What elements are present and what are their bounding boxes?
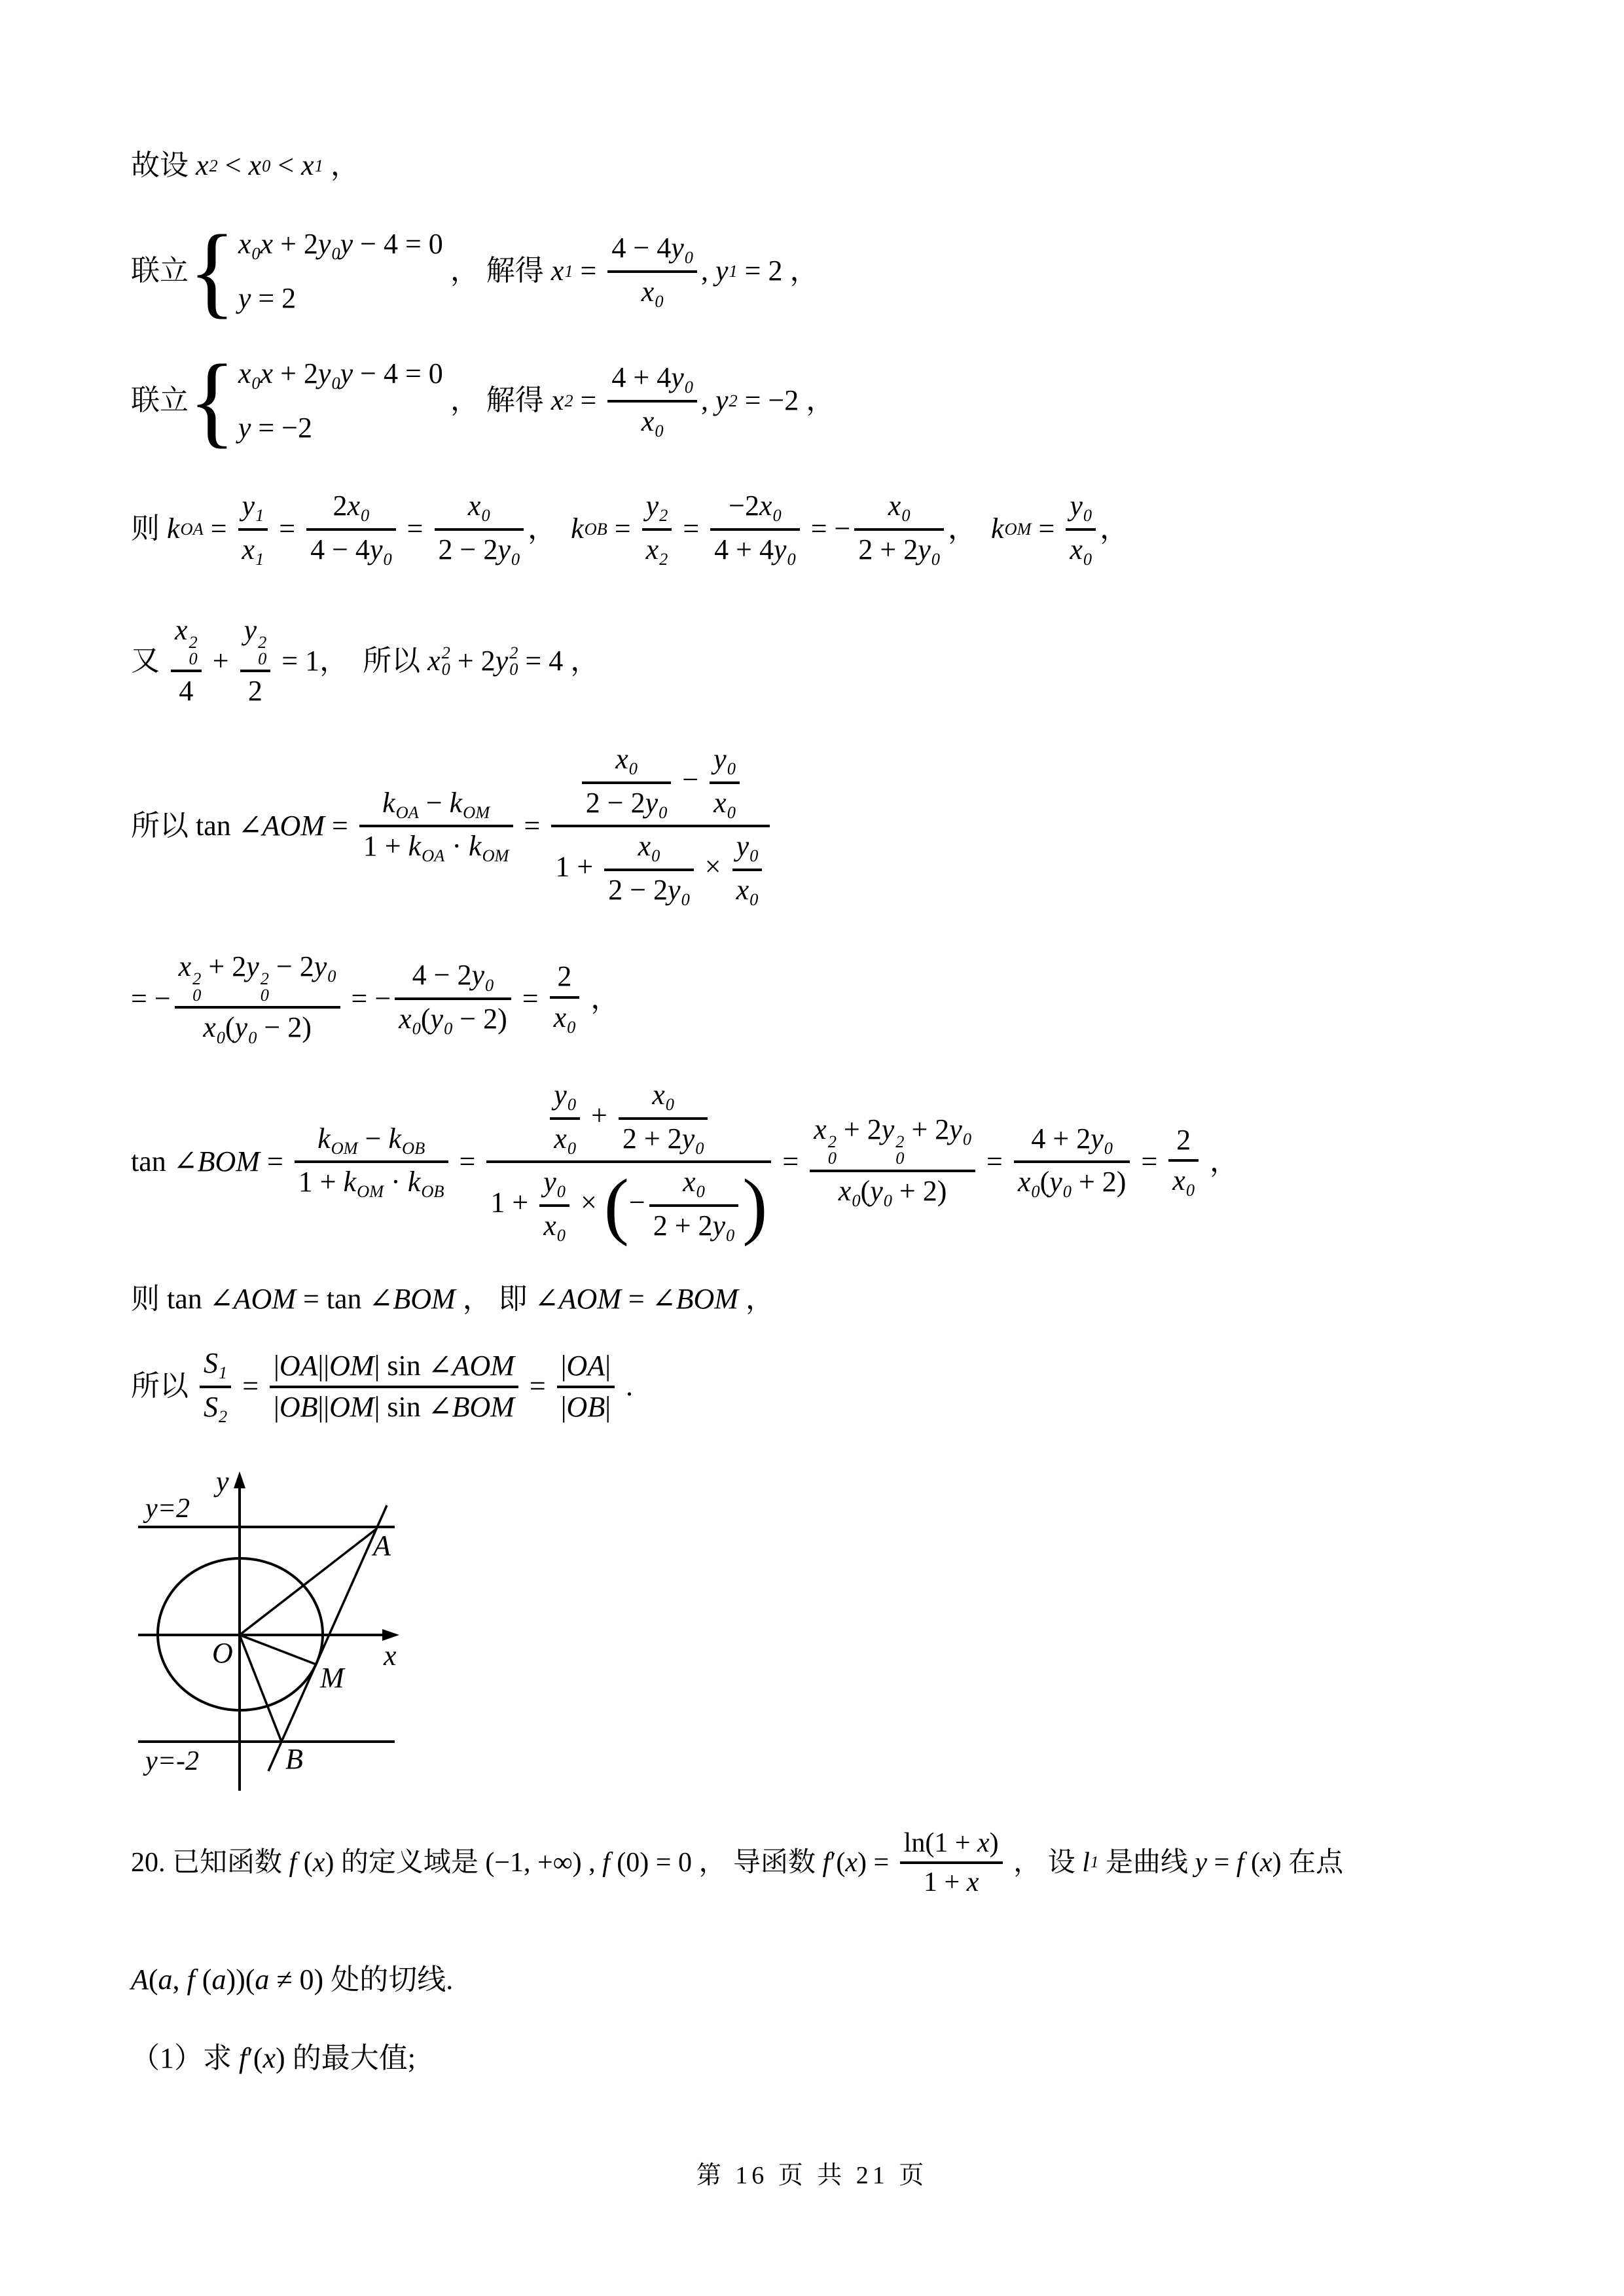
- formula-line-area-ratio: 所以 $\frac{S_1}{S_2}$ = |OA||OM| sin ∠AOM |OB||OM| sin ∠BOM = $\frac{|OA|}{|OB|}$ .: [131, 1347, 634, 1426]
- figure-segment-om: [240, 1635, 316, 1664]
- figure-segment-oa: [240, 1529, 376, 1635]
- figure-y-axis-arrow: [234, 1471, 245, 1488]
- figure-segment-ob: [240, 1635, 281, 1742]
- figure-point-m-label: M: [320, 1662, 344, 1694]
- formula-line-angle-equality: 则 tan ∠ AOM = tan ∠ BOM ， 即 ∠ AOM = ∠ BOM ，: [131, 1283, 774, 1315]
- formula-line-part-1: （1）求 f ′( x ) 的最大值;: [131, 2042, 416, 2074]
- formula-line-tan-bom: tan ∠ BOM = $k_{OM} - k_{OB}$ $1 + k_{OM} \cdot k_{OB}$ = $\frac{y_0}{x_0}$ + $\frac{x_0}{2 + 2y_0}$ 1 + $\frac{y_0}{x_0}$ × (− $\frac{x_0}{2 + 2y_0}$ ) = x 2 0 + 2y 2 0 + $2y_0$ $x_0(y_0 + 2)$ = $\frac{4 + 2y_0}{x_0(y_0 + 2)}$ = $\frac{2}{x_0}$ ，: [131, 1079, 1239, 1247]
- figure-y-axis-label: y: [216, 1470, 229, 1498]
- formula-line-slopes: 则 k OA = $\frac{y_1}{x_1}$ = $\frac{2x_0}{4 - 4y_0}$ = $\frac{x_0}{2 - 2y_0}$ ， k OB = $\frac{y_2}{x_2}$ = $\frac{-2x_0}{4 + 4y_0}$ = − $\frac{x_0}{2 + 2y_0}$ ， k OM = $\frac{y_0}{x_0}$ ，: [131, 490, 1129, 569]
- ellipse-diagram: [130, 1470, 411, 1797]
- figure-x-axis-label: x: [384, 1640, 397, 1672]
- figure-origin-label: O: [212, 1637, 233, 1669]
- formula-line-problem-20: 20. 已知函数 f ( x ) 的定义域是 (−1, +∞) , f (0) = 0 ， 导函数 f ′( x ) = $\frac{\ln(1 + x)}{1 + x}$ ， 设 l 1 是曲线 y = f ( x ) 在点: [131, 1828, 1344, 1898]
- figure-line-y2-label: y=2: [145, 1494, 190, 1524]
- page-footer: 第 16 页 共 21 页: [696, 2162, 928, 2189]
- formula-line-given-order: 故设 x 2 < x 0 < x 1 ，: [131, 149, 359, 181]
- formula-line-tan-aom: 所以 tan ∠ AOM = $k_{OA} - k_{OM}$ $1 + k_{OA} \cdot k_{OM}$ = $\frac{x_0}{2 - 2y_0}$ − $\frac{y_0}{x_0}$ 1 + $\frac{x_0}{2 - 2y_0}$ × $\frac{y_0}{x_0}$: [131, 743, 774, 909]
- figure-line-y-minus-2-label: y=-2: [145, 1746, 199, 1776]
- figure-point-b-label: B: [285, 1743, 303, 1775]
- formula-line-ellipse-identity: 又 x 2 0 4 + y 2 0 2 = 1， 所以 x 2 0 + 2 y 2 0 = 4 ，: [131, 614, 600, 708]
- figure-tangent-line: [268, 1505, 387, 1771]
- figure-point-a-label: A: [373, 1530, 391, 1562]
- formula-line-tangent-point: A ( a , f ( a ))( a ≠ 0) 处的切线.: [131, 1964, 454, 1996]
- formula-line-system-1: 联立 { $x_0x + 2y_0y - 4 = 0$ y = 2 ， 解得 x 1 = $\frac{4 - 4y_0}{x_0}$ , y 1 = 2 ，: [131, 214, 819, 328]
- formula-line-tan-aom-simplified: = − x 2 0 + 2y 2 0 − $2y_0$ $x_0(y_0 - 2)$ = − $\frac{4 - 2y_0}{x_0(y_0 - 2)}$ = $\frac{2}{x_0}$ ，: [131, 950, 620, 1047]
- formula-line-system-2: 联立 { $x_0x + 2y_0y - 4 = 0$ y = −2 ， 解得 x 2 = $\frac{4 + 4y_0}{x_0}$ , y 2 = −2 ，: [131, 344, 835, 457]
